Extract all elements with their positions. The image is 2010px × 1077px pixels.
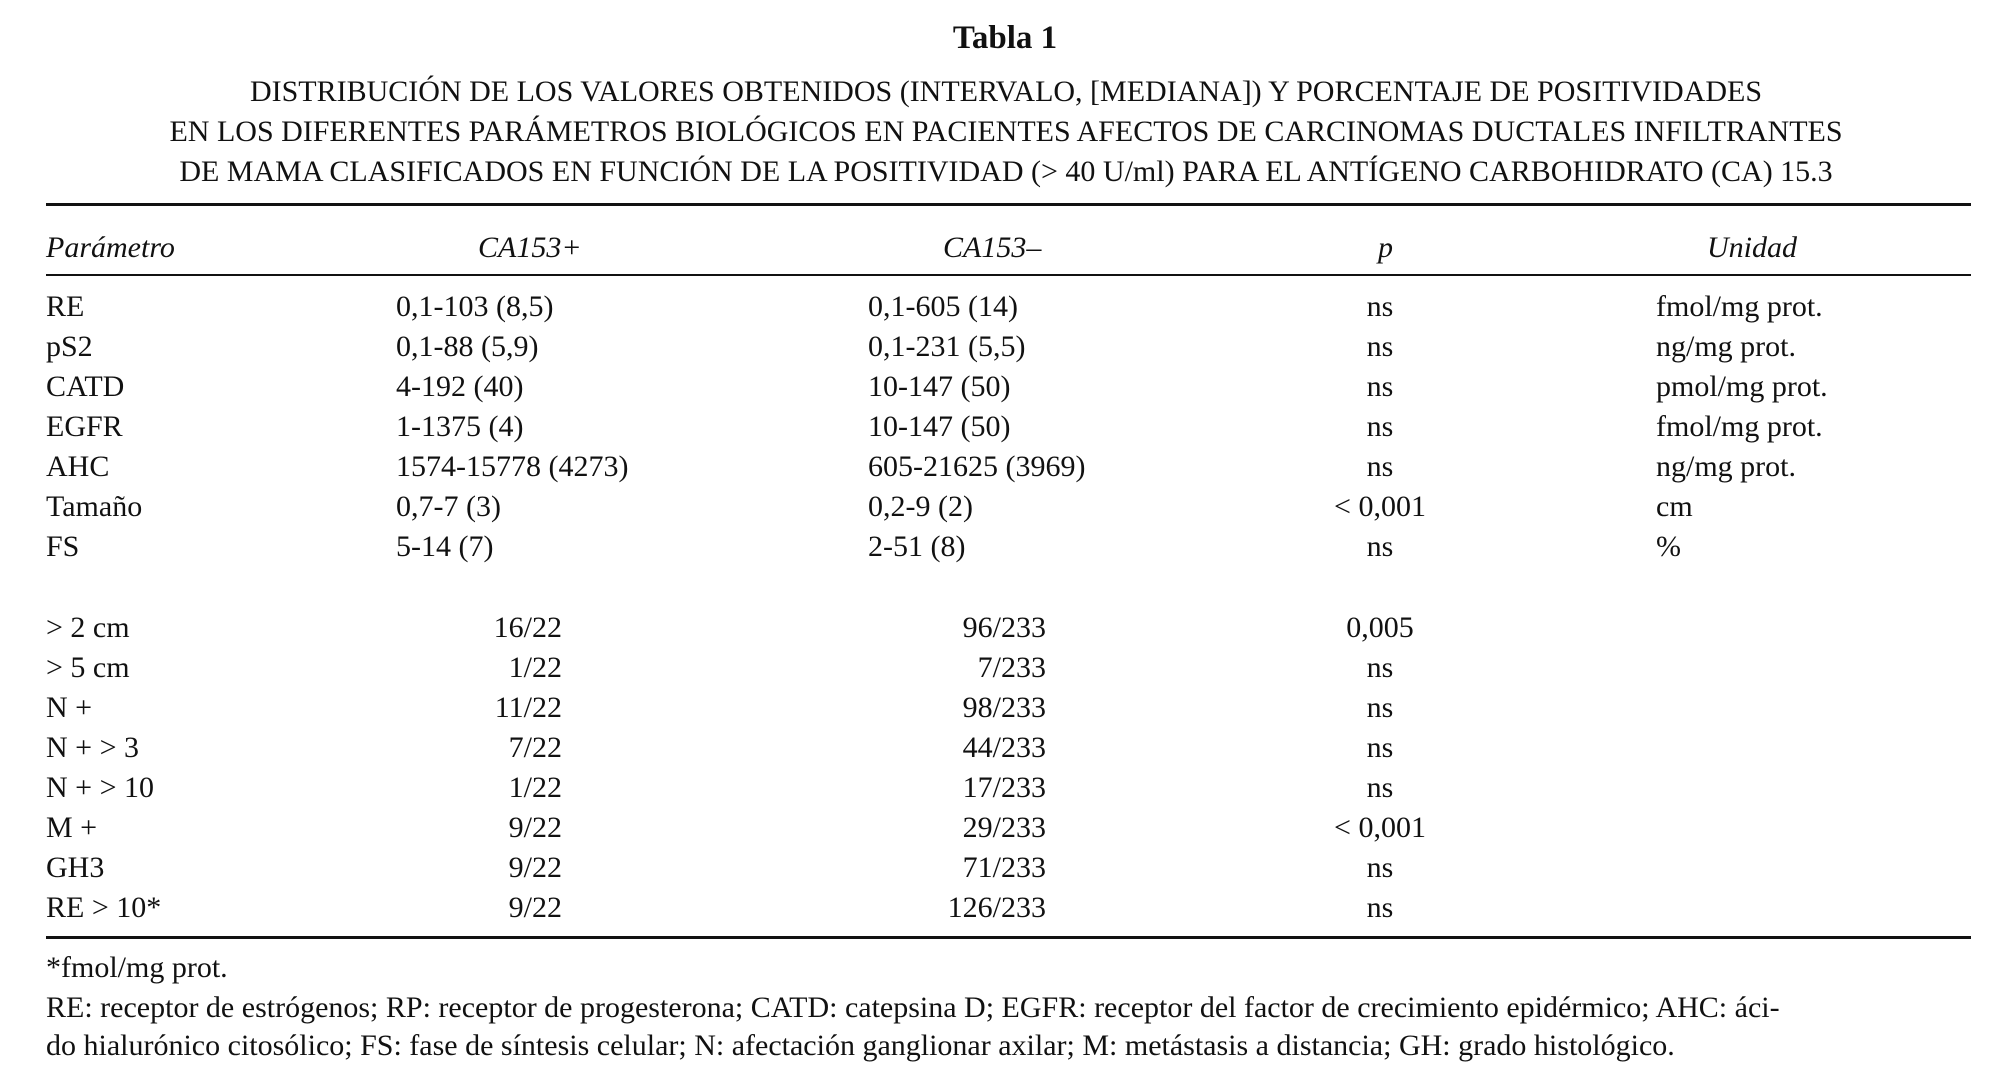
cell-p: ns <box>1366 410 1394 443</box>
cell-parameter: AHC <box>46 450 110 483</box>
cell-p: ns <box>1366 731 1394 764</box>
cell-ca153-pos: 16/22 <box>493 611 562 644</box>
cell-parameter: N + <box>46 691 93 724</box>
cell-ca153-pos: 4-192 (40) <box>396 370 524 403</box>
header-p: p <box>1378 231 1393 264</box>
cell-unit: ng/mg prot. <box>1656 330 1796 363</box>
cell-ca153-neg: 44/233 <box>962 731 1046 764</box>
cell-ca153-neg: 10-147 (50) <box>868 370 1011 403</box>
header-ca153-pos: CA153+ <box>478 231 582 264</box>
cell-ca153-neg: 71/233 <box>962 851 1046 884</box>
cell-ca153-neg: 7/233 <box>977 651 1046 684</box>
cell-ca153-neg: 2-51 (8) <box>868 530 966 563</box>
cell-ca153-neg: 126/233 <box>947 891 1046 924</box>
cell-unit: % <box>1656 530 1681 563</box>
cell-unit: ng/mg prot. <box>1656 450 1796 483</box>
footnote-asterisk: *fmol/mg prot. <box>46 951 228 984</box>
footnote-abbreviations-cont: do hialurónico citosólico; FS: fase de síntesis celular; N: afectación ganglionar axilar; M: metástasis a distancia; GH: grado histológico. <box>46 1029 1675 1062</box>
bottom-rule <box>46 936 1971 939</box>
cell-p: ns <box>1366 450 1394 483</box>
cell-ca153-pos: 9/22 <box>508 811 562 844</box>
header-parametro: Parámetro <box>46 231 175 264</box>
caption-line: DE MAMA CLASIFICADOS EN FUNCIÓN DE LA POSITIVIDAD (> 40 U/ml) PARA EL ANTÍGENO CARBOHIDRATO (CA) 15.3 <box>179 155 1833 188</box>
cell-ca153-pos: 0,1-103 (8,5) <box>396 290 554 323</box>
cell-ca153-pos: 9/22 <box>508 891 562 924</box>
cell-ca153-pos: 1/22 <box>508 651 562 684</box>
cell-ca153-neg: 29/233 <box>962 811 1046 844</box>
cell-ca153-neg: 605-21625 (3969) <box>868 450 1086 483</box>
cell-parameter: GH3 <box>46 851 105 884</box>
cell-ca153-pos: 1-1375 (4) <box>396 410 524 443</box>
cell-p: ns <box>1366 290 1394 323</box>
header-rule <box>46 274 1971 276</box>
cell-ca153-pos: 9/22 <box>508 851 562 884</box>
cell-parameter: EGFR <box>46 410 123 443</box>
cell-p: ns <box>1366 370 1394 403</box>
cell-ca153-pos: 0,1-88 (5,9) <box>396 330 539 363</box>
cell-ca153-pos: 11/22 <box>494 691 562 724</box>
header-unidad: Unidad <box>1707 231 1797 264</box>
cell-unit: fmol/mg prot. <box>1656 410 1823 443</box>
cell-ca153-neg: 0,1-605 (14) <box>868 290 1018 323</box>
cell-p: ns <box>1366 891 1394 924</box>
cell-p: ns <box>1366 771 1394 804</box>
cell-unit: pmol/mg prot. <box>1656 370 1828 403</box>
cell-p: ns <box>1366 651 1394 684</box>
cell-parameter: > 5 cm <box>46 651 130 684</box>
cell-p: 0,005 <box>1346 611 1414 644</box>
cell-ca153-neg: 10-147 (50) <box>868 410 1011 443</box>
cell-ca153-neg: 17/233 <box>962 771 1046 804</box>
cell-ca153-pos: 5-14 (7) <box>396 530 494 563</box>
cell-ca153-neg: 98/233 <box>962 691 1046 724</box>
cell-parameter: pS2 <box>46 330 93 363</box>
cell-parameter: FS <box>46 530 80 563</box>
cell-parameter: M + <box>46 811 98 844</box>
cell-p: ns <box>1366 530 1394 563</box>
caption-line: DISTRIBUCIÓN DE LOS VALORES OBTENIDOS (INTERVALO, [MEDIANA]) Y PORCENTAJE DE POSITIVIDADES <box>249 75 1763 108</box>
cell-p: ns <box>1366 330 1394 363</box>
footnote-abbreviations: RE: receptor de estrógenos; RP: receptor de progesterona; CATD: catepsina D; EGFR: receptor del factor de crecimiento epidérmico; AHC: áci- <box>46 991 1780 1024</box>
cell-parameter: N + > 3 <box>46 731 140 764</box>
cell-parameter: N + > 10 <box>46 771 155 804</box>
cell-unit: cm <box>1656 490 1693 523</box>
cell-p: < 0,001 <box>1334 490 1426 523</box>
cell-ca153-pos: 1/22 <box>508 771 562 804</box>
cell-parameter: RE <box>46 290 85 323</box>
cell-ca153-neg: 0,2-9 (2) <box>868 490 973 523</box>
cell-ca153-neg: 96/233 <box>962 611 1046 644</box>
header-ca153-neg: CA153– <box>943 231 1042 264</box>
caption-line: EN LOS DIFERENTES PARÁMETROS BIOLÓGICOS EN PACIENTES AFECTOS DE CARCINOMAS DUCTALES INFILTRANTES <box>169 115 1843 148</box>
cell-parameter: Tamaño <box>46 490 143 523</box>
cell-ca153-pos: 1574-15778 (4273) <box>396 450 629 483</box>
cell-p: < 0,001 <box>1334 811 1426 844</box>
cell-parameter: CATD <box>46 370 125 403</box>
cell-p: ns <box>1366 851 1394 884</box>
cell-ca153-pos: 7/22 <box>508 731 562 764</box>
cell-parameter: RE > 10* <box>46 891 162 924</box>
cell-ca153-pos: 0,7-7 (3) <box>396 490 501 523</box>
cell-parameter: > 2 cm <box>46 611 130 644</box>
table-title: Tabla 1 <box>952 20 1058 56</box>
cell-unit: fmol/mg prot. <box>1656 290 1823 323</box>
cell-p: ns <box>1366 691 1394 724</box>
top-rule <box>46 203 1971 206</box>
cell-ca153-neg: 0,1-231 (5,5) <box>868 330 1026 363</box>
table-caption <box>46 72 1966 192</box>
